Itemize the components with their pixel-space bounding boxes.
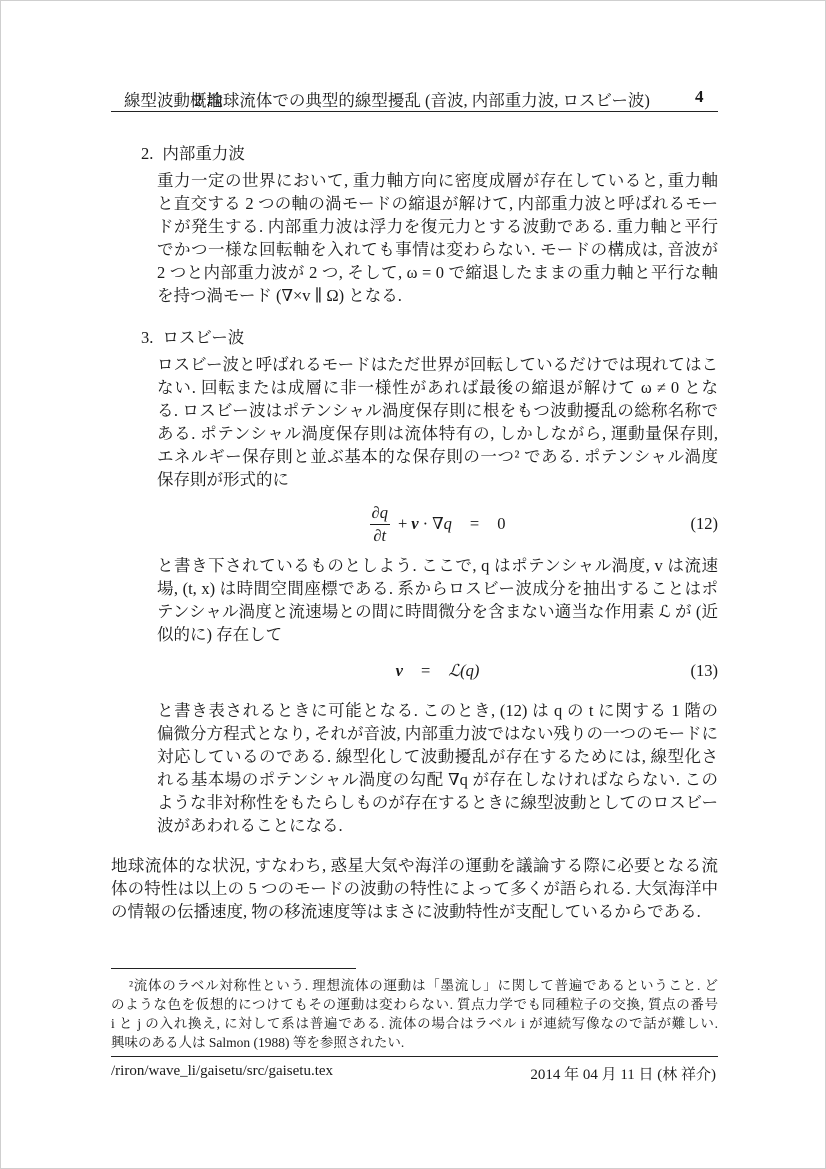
velocity-symbol: v: [395, 661, 403, 680]
item-3-paragraph-a: [157, 353, 718, 491]
fraction-denominator: ∂t: [373, 525, 387, 545]
paragraph-line: ロスビー波と呼ばれるモードはただ世界が回転しているだけでは現れてはこ: [157, 355, 718, 374]
plus-operator: +: [397, 514, 408, 533]
paragraph-line: ドが発生する. 内部重力波は浮力を復元力とする波動である. 重力軸と平行: [157, 217, 718, 236]
equals-sign: =: [469, 514, 480, 533]
footnote-line: のような色を仮想的につけてもその運動は変わらない. 質点力学でも同種粒子の交換, 質点の番号: [111, 997, 718, 1012]
paragraph-line: の情報の伝播速度, 物の移流速度等はまさに波動特性が支配しているからである.: [111, 902, 701, 921]
item-3-paragraph-c: [157, 699, 718, 837]
paragraph-line: る. ロスビー波はポテンシャル渦度保存則に根をもつ波動擾乱の総称名称で: [157, 401, 718, 420]
equation-13-body: [396, 661, 480, 681]
paragraph-line: と書き下されているものとしよう. ここで, q はポテンシャル渦度, v は流速: [157, 556, 718, 575]
item-title: ロスビー波: [162, 328, 245, 347]
item-number: 3.: [141, 328, 154, 347]
paragraph-line: と書き表されるときに可能となる. このとき, (12) は q の t に関する 1 階の: [157, 701, 718, 720]
footnote-line: 興味のある人は Salmon (1988) 等を参照されたい.: [111, 1035, 405, 1050]
paragraph-line: 似的に) 存在して: [157, 625, 283, 644]
velocity-symbol: v: [411, 514, 419, 533]
equation-number: (13): [690, 661, 718, 680]
paragraph-line: 偏微分方程式となり, それが音波, 内部重力波ではない残りの一つのモードに: [157, 724, 718, 743]
paragraph-line: 地球流体的な状況, すなわち, 惑星大気や海洋の運動を議論する際に必要となる流: [111, 856, 718, 875]
equation-rhs: 0: [497, 514, 506, 533]
paragraph-line: れる基本場のポテンシャル渦度の勾配 ∇q が存在しなければならない. この: [157, 770, 718, 789]
dot-operator: ·: [422, 514, 429, 533]
nabla-operator: ∇: [432, 514, 444, 533]
item-title: 内部重力波: [162, 144, 245, 163]
header-page-number: 4: [695, 87, 704, 106]
header-left-title: 線型波動概論: [124, 91, 223, 110]
paragraph-line: 重力一定の世界において, 重力軸方向に密度成層が存在していると, 重力軸: [157, 171, 718, 190]
operator-L-symbol: ℒ: [448, 661, 461, 680]
paragraph-line: ある. ポテンシャル渦度保存則は流体特有の, しかしながら, 運動量保存則,: [157, 424, 718, 443]
item-number: 2.: [141, 144, 154, 163]
paragraph-line: 保存則が形式的に: [157, 470, 289, 489]
equation-12-body: [370, 503, 506, 546]
paragraph-line: を持つ渦モード (∇×v ∥ Ω) となる.: [157, 286, 402, 305]
list-item-3-heading: [141, 326, 244, 349]
item-2-paragraph: [157, 169, 718, 307]
paragraph-line: でかつ一様な回転軸を入れても事情は変わらない. モードの構成は, 音波が: [157, 240, 718, 259]
closing-paragraph: [111, 854, 718, 923]
header-section-title: 2 地球流体での典型的線型擾乱 (音波, 内部重力波, ロスビー波): [194, 91, 650, 110]
fraction: [370, 503, 390, 546]
footer-file-path: /riron/wave_li/gaisetu/src/gaisetu.tex: [111, 1063, 334, 1079]
footnote: [111, 976, 718, 1052]
paragraph-line: 対応しているのである. 線型化して波動擾乱が存在するためには, 線型化さ: [157, 747, 718, 766]
paragraph-line: ない. 回転または成層に非一様性があれば最後の縮退が解けて ω ≠ 0 とな: [157, 378, 718, 397]
header-rule: [111, 111, 718, 112]
footer-date-author: 2014 年 04 月 11 日 (林 祥介): [530, 1067, 716, 1083]
equation-13: [157, 656, 718, 686]
equals-sign: =: [420, 661, 431, 680]
list-item-2-heading: [141, 142, 245, 165]
paragraph-line: ような非対称性をもたらしものが存在するときに線型波動としてのロスビー: [157, 793, 718, 812]
footnote-rule: [111, 968, 356, 969]
paragraph-line: テンシャル渦度と流速場との間に時間微分を含まない適当な作用素 ℒ が (近: [157, 602, 718, 621]
paragraph-line: 2 つと内部重力波が 2 つ, そして, ω = 0 で縮退したままの重力軸と平行な軸: [157, 263, 718, 282]
footnote-line: i と j の入れ換え, に対して系は普遍である. 流体の場合はラベル i が連続写像なので話が難しい.: [111, 1016, 718, 1031]
operator-argument: (q): [460, 661, 480, 680]
paragraph-line: 波があわれることになる.: [157, 816, 343, 835]
paragraph-line: エネルギー保存則と並ぶ基本的な保存則の一つ² である. ポテンシャル渦度: [157, 447, 718, 466]
paragraph-line: 場, (t, x) は時間空間座標である. 系からロスビー波成分を抽出することはポ: [157, 579, 718, 598]
equation-12: [157, 499, 718, 549]
footer-rule: [111, 1056, 718, 1057]
item-3-paragraph-b: [157, 554, 718, 646]
paragraph-line: と直交する 2 つの軸の渦モードの縮退が解けて, 内部重力波と呼ばれるモー: [157, 194, 718, 213]
footnote-line: ²流体のラベル対称性という. 理想流体の運動は「墨流し」に関して普遍であるということ. ど: [129, 978, 718, 993]
equation-number: (12): [690, 514, 718, 533]
fraction-numerator: ∂q: [370, 503, 390, 525]
paragraph-line: 体の特性は以上の 5 つのモードの波動の特性によって多くが語られる. 大気海洋中: [111, 879, 718, 898]
q-symbol: q: [443, 514, 452, 533]
